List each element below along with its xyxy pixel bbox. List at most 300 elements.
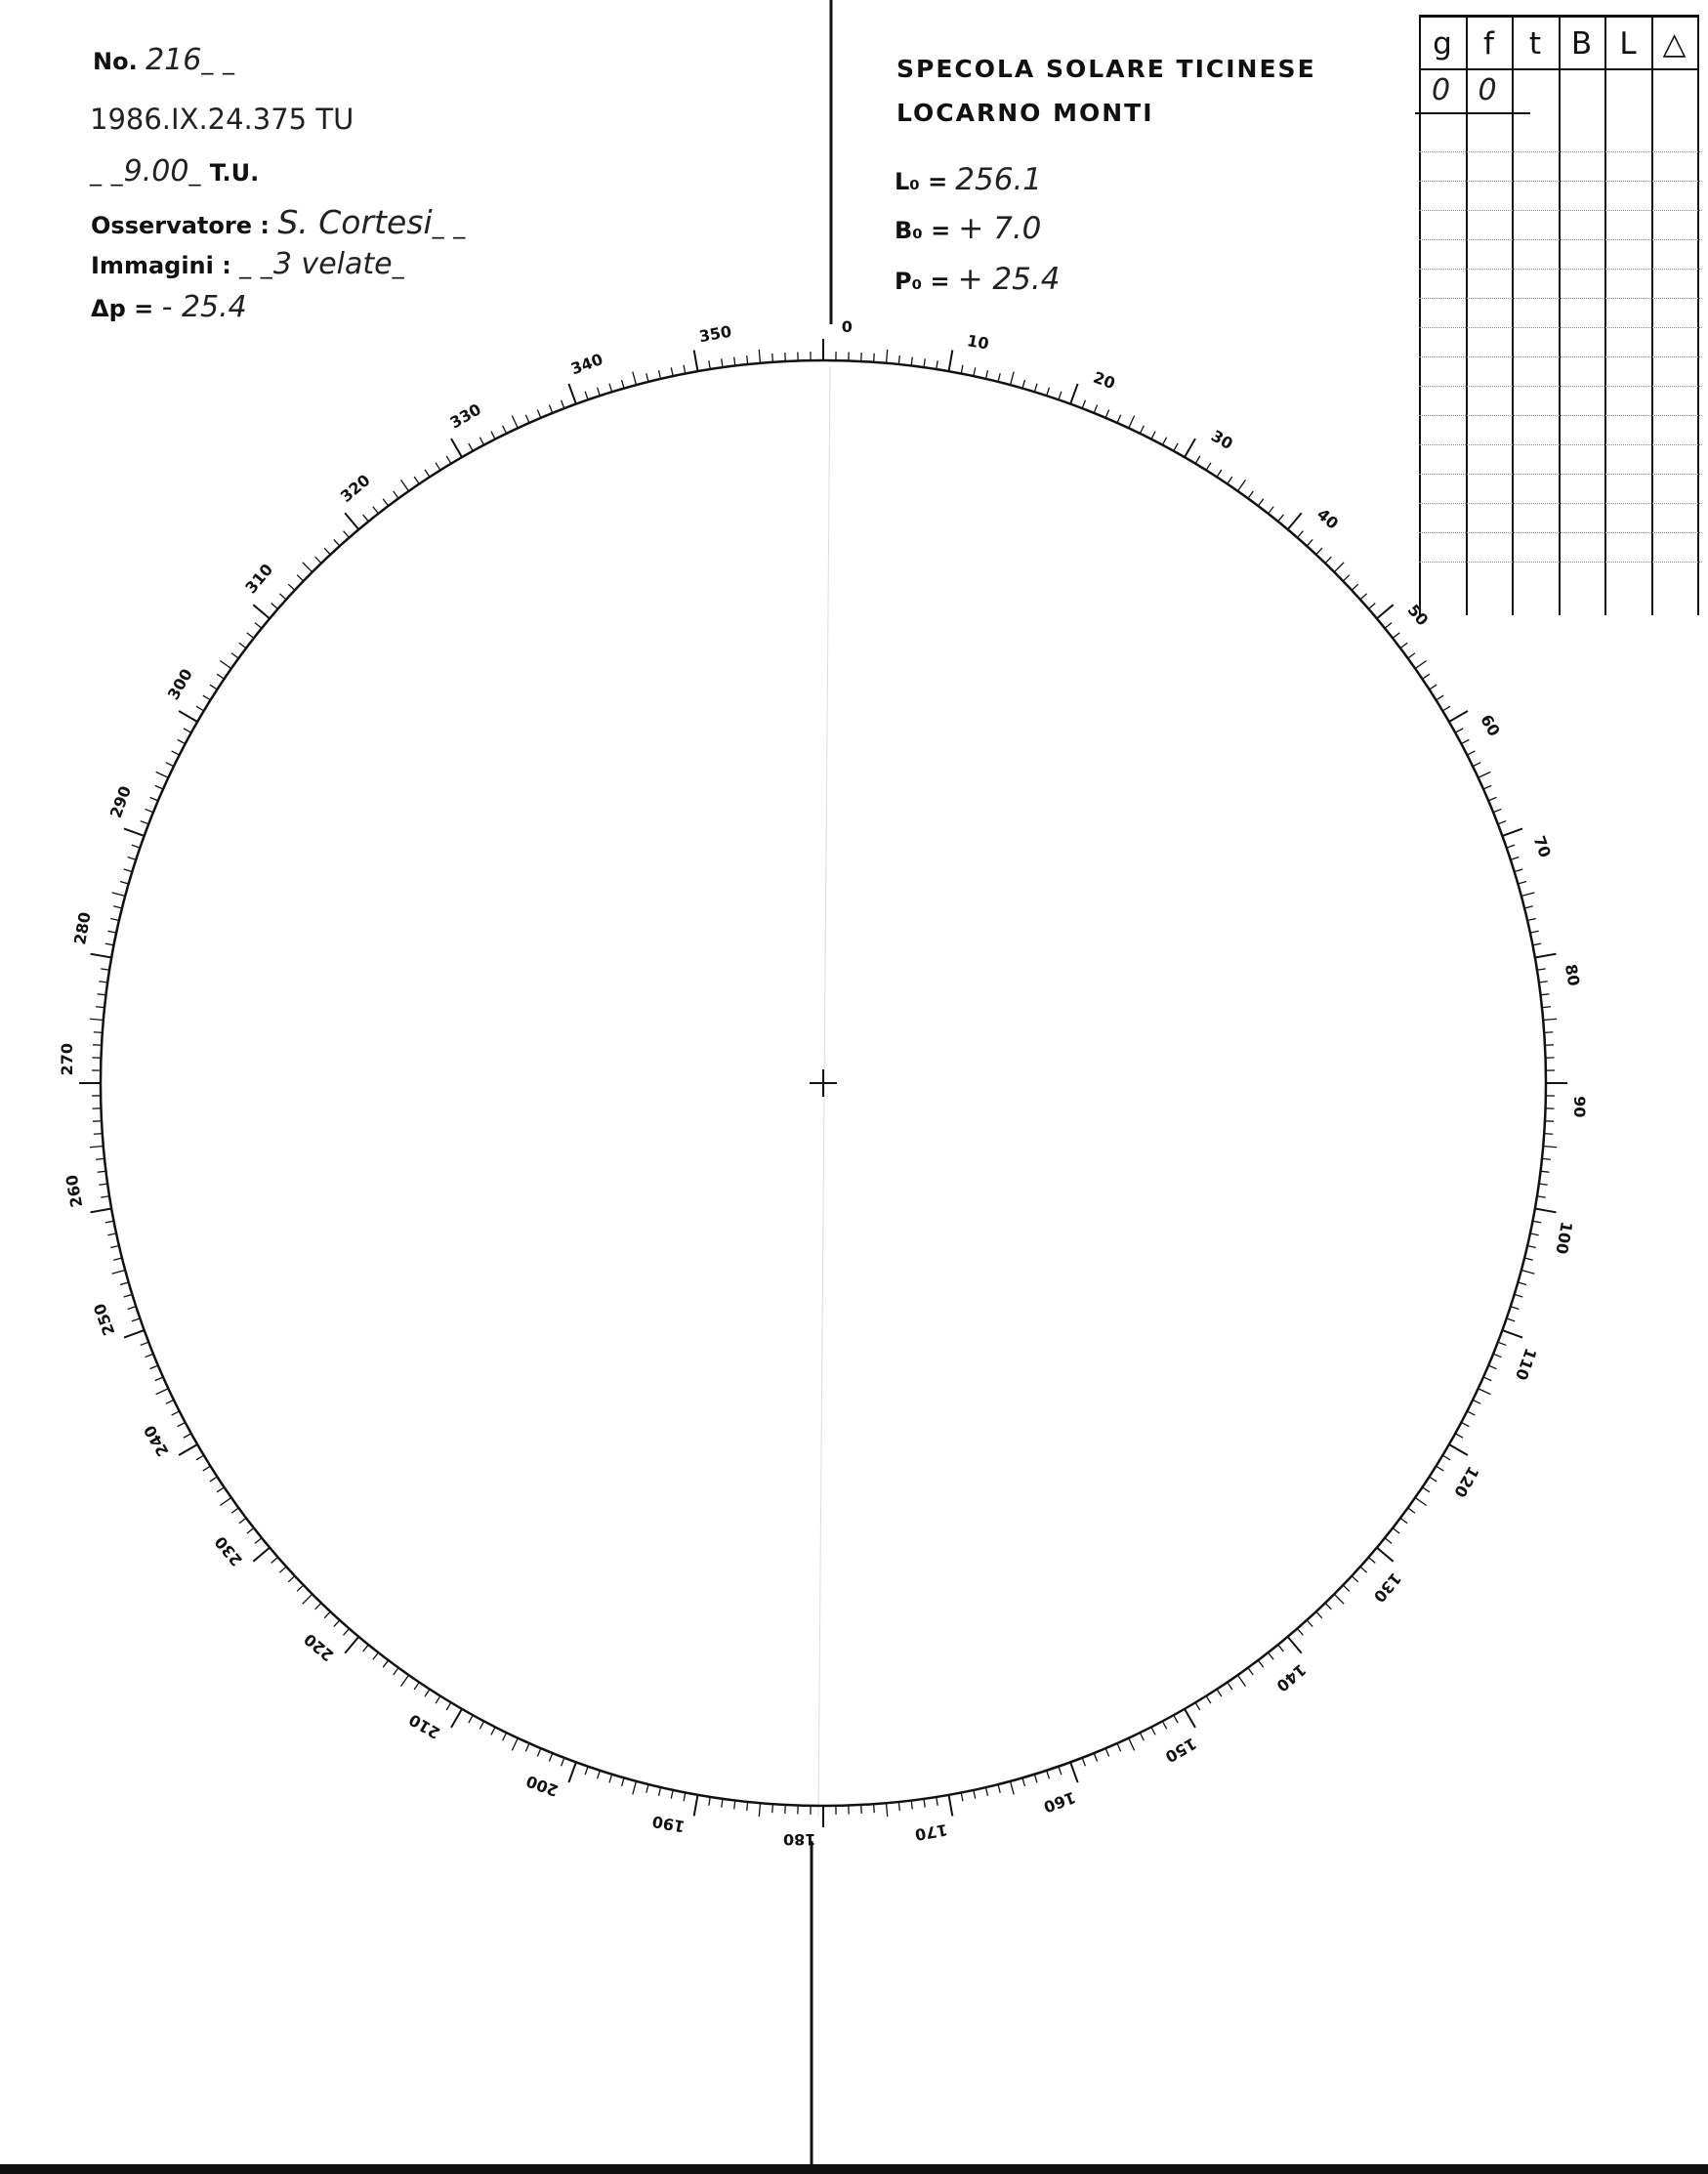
degree-label: 220 [300, 1629, 338, 1665]
degree-tick [373, 1652, 379, 1659]
degree-tick [1325, 1603, 1331, 1609]
table-col-header: B [1570, 26, 1593, 62]
degree-tick [949, 1795, 953, 1817]
degree-tick [179, 711, 197, 722]
degree-tick [446, 1702, 451, 1710]
degree-tick [239, 643, 246, 648]
degree-tick [113, 1258, 122, 1260]
table-col-header: L [1619, 26, 1637, 62]
delta-p-label: Δp = [91, 295, 154, 322]
degree-tick [961, 1792, 963, 1801]
images-quality: Immagini : _ _3 velate_ [91, 247, 405, 281]
degree-tick [255, 623, 262, 629]
degree-tick [985, 370, 987, 379]
degree-tick [759, 1803, 760, 1817]
observer-value: S. Cortesi [277, 203, 433, 241]
degree-tick [451, 439, 462, 457]
degree-tick [91, 954, 112, 958]
table-col-header: g [1433, 26, 1452, 62]
degree-tick [1430, 685, 1437, 690]
degree-tick [141, 821, 148, 824]
param-L0-value: 256.1 [955, 162, 1043, 197]
degree-tick [166, 1400, 174, 1403]
degree-tick [709, 1797, 710, 1806]
degree-tick [684, 1792, 686, 1801]
degree-tick [315, 557, 321, 563]
degree-tick [633, 1781, 637, 1795]
degree-tick [279, 1567, 286, 1572]
degree-tick [549, 405, 552, 413]
degree-tick [271, 604, 278, 609]
degree-label: 20 [1091, 367, 1118, 394]
degree-tick [179, 1444, 197, 1455]
degree-tick [345, 513, 358, 529]
degree-tick [184, 1434, 191, 1438]
degree-tick [734, 1800, 735, 1809]
degree-tick [503, 1733, 507, 1740]
degree-tick [1527, 1245, 1536, 1247]
degree-tick [1524, 1258, 1533, 1260]
degree-tick [1325, 557, 1331, 563]
degree-tick [911, 357, 912, 366]
degree-tick [1352, 584, 1358, 590]
degree-tick [512, 1738, 518, 1751]
degree-tick [1524, 906, 1533, 908]
degree-tick [734, 357, 735, 366]
degree-tick [1493, 809, 1501, 812]
degree-tick [1059, 392, 1062, 400]
degree-tick [985, 1787, 987, 1796]
degree-tick [1539, 1184, 1548, 1185]
degree-tick [297, 575, 303, 581]
degree-tick [998, 1784, 1000, 1793]
degree-tick [383, 1660, 388, 1667]
degree-tick [974, 1790, 976, 1799]
degree-tick [469, 443, 473, 451]
degree-tick [1473, 763, 1480, 767]
degree-tick [344, 1628, 350, 1635]
degree-tick [128, 857, 137, 860]
degree-tick [146, 809, 153, 812]
degree-tick [1408, 1508, 1415, 1513]
degree-tick [1070, 1762, 1078, 1782]
degree-tick [503, 426, 507, 434]
degree-tick [1461, 739, 1469, 743]
degree-tick [113, 906, 122, 908]
degree-tick [231, 653, 238, 658]
degree-tick [633, 372, 637, 386]
degree-tick [253, 605, 270, 618]
degree-tick [196, 1455, 204, 1460]
degree-label: 280 [70, 910, 95, 946]
degree-tick [110, 1245, 119, 1247]
degree-tick [898, 1802, 899, 1811]
degree-tick [1437, 1466, 1444, 1471]
degree-tick [288, 584, 295, 590]
observation-date-value: 1986.IX.24.375 TU [90, 103, 354, 136]
degree-label: 350 [697, 321, 733, 347]
degree-tick [1174, 1715, 1178, 1723]
degree-label: 270 [57, 1042, 76, 1076]
degree-tick [1117, 415, 1121, 423]
degree-tick [1515, 869, 1523, 872]
degree-tick [150, 1365, 158, 1369]
degree-label: 250 [90, 1301, 119, 1339]
degree-tick [491, 1727, 495, 1735]
degree-tick [101, 1196, 109, 1197]
degree-tick [1535, 1209, 1557, 1213]
record-number-label: No. [93, 48, 138, 75]
degree-tick [1544, 1134, 1553, 1135]
degree-tick [924, 1799, 925, 1808]
degree-tick [772, 354, 773, 362]
degree-tick [1511, 1307, 1520, 1310]
table-col-header: f [1483, 26, 1494, 62]
degree-label: 130 [1369, 1568, 1405, 1607]
degree-tick [1535, 954, 1557, 958]
degree-tick [1105, 410, 1109, 418]
degree-tick [1228, 477, 1232, 483]
degree-tick [101, 969, 109, 970]
degree-tick [255, 1538, 262, 1544]
degree-tick [684, 365, 686, 374]
degree-tick [288, 1576, 295, 1582]
degree-tick [345, 1637, 358, 1653]
degree-tick [874, 1804, 875, 1813]
degree-tick [1400, 1518, 1407, 1523]
observation-time: _ _9.00_ T.U. [90, 154, 260, 188]
bottom-scan-edge [0, 2164, 1708, 2174]
degree-tick [874, 354, 875, 362]
degree-tick [562, 400, 564, 408]
degree-tick [1307, 539, 1312, 546]
degree-label: 210 [405, 1710, 443, 1743]
param-L0-label: L₀ = [895, 168, 948, 195]
degree-tick [671, 1790, 673, 1799]
degree-tick [898, 355, 899, 364]
degree-tick [1502, 828, 1522, 836]
degree-tick [363, 1645, 369, 1651]
observer: Osservatore : S. Cortesi_ _ [91, 203, 467, 241]
degree-tick [585, 1767, 588, 1776]
degree-tick [425, 1690, 430, 1697]
degree-tick [1269, 1652, 1274, 1659]
degree-tick [99, 1184, 107, 1185]
degree-tick [279, 594, 286, 600]
degree-label: 90 [1570, 1096, 1590, 1118]
degree-tick [124, 1294, 133, 1297]
degree-tick [172, 1411, 180, 1415]
degree-tick [1151, 432, 1155, 439]
degree-tick [239, 1518, 246, 1523]
degree-tick [1467, 751, 1475, 755]
degree-tick [172, 751, 180, 755]
degree-tick [1530, 931, 1539, 933]
degree-label: 260 [62, 1173, 87, 1209]
degree-tick [203, 1466, 211, 1471]
degree-tick [1360, 1567, 1367, 1572]
degree-tick [1479, 1389, 1491, 1395]
degree-tick [1537, 1196, 1546, 1197]
degree-tick [1047, 1771, 1050, 1779]
degree-label: 70 [1529, 833, 1555, 860]
degree-tick [722, 1799, 723, 1808]
degree-tick [120, 882, 129, 884]
degree-tick [1449, 1444, 1468, 1455]
degree-tick [156, 1389, 169, 1395]
degree-tick [105, 1221, 114, 1223]
degree-tick [1393, 633, 1399, 639]
degree-tick [1540, 1171, 1549, 1172]
degree-tick [334, 1620, 340, 1627]
degree-tick [1034, 1775, 1037, 1783]
degree-label: 330 [446, 399, 484, 433]
institution-location: LOCARNO MONTI [896, 99, 1154, 127]
degree-tick [414, 1682, 419, 1689]
degree-label: 80 [1561, 962, 1584, 988]
degree-tick [1288, 1637, 1302, 1653]
degree-tick [1415, 1497, 1426, 1505]
degree-tick [1278, 1645, 1284, 1651]
degree-tick [253, 1548, 270, 1562]
degree-label: 300 [163, 665, 196, 703]
degree-tick [1217, 470, 1222, 478]
degree-tick [1543, 1019, 1557, 1020]
degree-tick [1537, 969, 1546, 970]
degree-tick [110, 919, 119, 921]
degree-tick [1237, 1675, 1245, 1686]
degree-tick [1140, 426, 1144, 434]
images-label: Immagini : [91, 252, 231, 279]
degree-tick [525, 415, 529, 423]
degree-tick [1368, 604, 1375, 609]
degree-tick [120, 1282, 129, 1284]
degree-tick [1105, 1748, 1109, 1756]
degree-tick [1385, 1538, 1392, 1544]
degree-tick [1408, 653, 1415, 658]
degree-tick [949, 351, 953, 372]
degree-tick [315, 1603, 321, 1609]
degree-tick [1334, 563, 1344, 572]
degree-tick [1228, 1682, 1232, 1689]
degree-tick [124, 869, 133, 872]
degree-tick [772, 1804, 773, 1813]
degree-tick [203, 695, 211, 700]
degree-tick [124, 828, 145, 836]
degree-tick [1483, 785, 1491, 789]
institution-name: SPECOLA SOLARE TICINESE [896, 55, 1316, 83]
degree-tick [155, 785, 163, 789]
degree-label: 240 [140, 1422, 173, 1460]
degree-tick [436, 1696, 440, 1704]
degree-tick [1195, 456, 1200, 464]
degree-tick [1455, 729, 1463, 732]
degree-tick [1521, 1271, 1535, 1275]
degree-tick [1151, 1727, 1155, 1735]
degree-tick [112, 893, 126, 897]
degree-label: 170 [913, 1819, 949, 1845]
degree-label: 310 [241, 560, 277, 598]
degree-label: 290 [105, 783, 136, 821]
degree-tick [96, 1158, 104, 1159]
degree-tick [105, 943, 114, 945]
degree-tick [1297, 531, 1303, 538]
degree-tick [1544, 1032, 1553, 1033]
degree-tick [1521, 893, 1535, 897]
param-B0-value: + 7.0 [958, 211, 1042, 246]
table-cell: 0 [1478, 73, 1497, 107]
degree-tick [146, 1354, 153, 1357]
degree-tick [394, 491, 398, 498]
degree-tick [1162, 438, 1166, 445]
degree-tick [1297, 1628, 1303, 1635]
degree-tick [694, 351, 698, 372]
degree-tick [549, 1753, 552, 1761]
degree-tick [141, 1342, 148, 1345]
degree-tick [974, 367, 976, 376]
degree-tick [1334, 1594, 1344, 1604]
degree-tick [94, 1134, 103, 1135]
degree-tick [1377, 605, 1394, 618]
degree-tick [1129, 1738, 1135, 1751]
degree-tick [394, 1668, 398, 1675]
degree-tick [1442, 706, 1450, 711]
degree-label: 160 [1041, 1787, 1079, 1817]
degree-tick [414, 477, 419, 483]
degree-tick [373, 507, 379, 514]
degree-tick [469, 1715, 473, 1723]
degree-tick [609, 1775, 612, 1783]
degree-tick [1117, 1743, 1121, 1751]
degree-tick [210, 1477, 218, 1482]
degree-tick [1518, 1282, 1526, 1284]
degree-label: 110 [1511, 1345, 1541, 1383]
degree-tick [1377, 1548, 1394, 1562]
degree-label: 40 [1312, 504, 1343, 533]
degree-tick [1430, 1477, 1437, 1482]
degree-tick [425, 470, 430, 478]
degree-tick [271, 1557, 278, 1563]
degree-tick [1461, 1422, 1469, 1426]
degree-tick [537, 1748, 541, 1756]
degree-tick [107, 1233, 116, 1235]
degree-tick [1352, 1576, 1358, 1582]
degree-tick [1022, 1777, 1024, 1786]
degree-tick [1385, 623, 1392, 629]
degree-tick [887, 1803, 888, 1817]
degree-tick [247, 1528, 254, 1534]
degree-tick [1518, 882, 1526, 884]
degree-tick [1455, 1434, 1463, 1438]
degree-tick [1248, 491, 1253, 498]
degree-label: 200 [523, 1771, 562, 1801]
degree-tick [401, 480, 409, 490]
degree-tick [609, 384, 612, 393]
degree-tick [479, 1721, 483, 1729]
degree-tick [911, 1800, 912, 1809]
degree-tick [156, 772, 169, 777]
degree-label: 10 [965, 331, 991, 354]
degree-tick [1059, 1767, 1062, 1776]
degree-tick [90, 1147, 104, 1148]
degree-tick [220, 661, 230, 669]
degree-tick [585, 392, 588, 400]
degree-tick [1449, 711, 1468, 722]
degree-tick [150, 797, 158, 801]
degree-tick [1185, 439, 1195, 457]
degree-label: 30 [1207, 426, 1236, 454]
degree-label: 150 [1162, 1734, 1200, 1767]
param-P0-value: + 25.4 [957, 262, 1061, 297]
degree-label: 180 [782, 1830, 816, 1850]
degree-tick [247, 633, 254, 639]
degree-label: 140 [1272, 1660, 1311, 1696]
degree-tick [1129, 416, 1135, 429]
degree-label: 340 [567, 350, 605, 379]
degree-tick [132, 845, 141, 848]
param-B0-label: B₀ = [895, 217, 951, 244]
degree-tick [1185, 1709, 1195, 1728]
record-number-value: 216 [146, 43, 202, 77]
degree-tick [178, 1422, 186, 1426]
degree-tick [1070, 384, 1078, 404]
degree-tick [998, 373, 1000, 382]
degree-tick [646, 1784, 648, 1793]
degree-tick [401, 1675, 409, 1686]
degree-tick [231, 1508, 238, 1513]
images-value: 3 velate [272, 247, 393, 281]
degree-tick [1437, 695, 1444, 700]
record-number: No. 216_ _ [93, 43, 235, 77]
degree-tick [96, 1007, 104, 1008]
degree-tick [598, 388, 601, 397]
degree-tick [98, 1171, 106, 1172]
degree-tick [694, 1795, 698, 1817]
degree-tick [220, 1497, 230, 1505]
degree-tick [112, 1271, 126, 1275]
degree-tick [166, 763, 174, 767]
degree-tick [1094, 1753, 1097, 1761]
degree-tick [446, 456, 451, 464]
degree-tick [1082, 1758, 1085, 1766]
degree-tick [132, 1318, 141, 1321]
degree-label: 100 [1552, 1220, 1576, 1256]
degree-tick [722, 358, 723, 367]
degree-label: 230 [210, 1532, 246, 1570]
degree-tick [1368, 1557, 1375, 1563]
degree-tick [1543, 1147, 1557, 1148]
degree-tick [659, 370, 661, 379]
center-cross [810, 1069, 837, 1097]
degree-tick [451, 1709, 462, 1728]
degree-tick [1515, 1294, 1523, 1297]
degree-label: 0 [841, 316, 853, 336]
degree-tick [1488, 1365, 1496, 1369]
degree-label: 320 [336, 470, 374, 506]
degree-tick [1542, 1007, 1551, 1008]
degree-tick [1422, 1487, 1429, 1492]
degree-tick [1507, 1318, 1516, 1321]
degree-tick [196, 706, 204, 711]
degree-tick [1393, 1528, 1399, 1534]
degree-tick [1422, 674, 1429, 679]
degree-tick [1540, 994, 1549, 995]
degree-tick [297, 1585, 303, 1591]
degree-tick [1269, 507, 1274, 514]
degree-tick [107, 931, 116, 933]
degree-tick [1174, 443, 1178, 451]
degree-tick [671, 367, 673, 376]
